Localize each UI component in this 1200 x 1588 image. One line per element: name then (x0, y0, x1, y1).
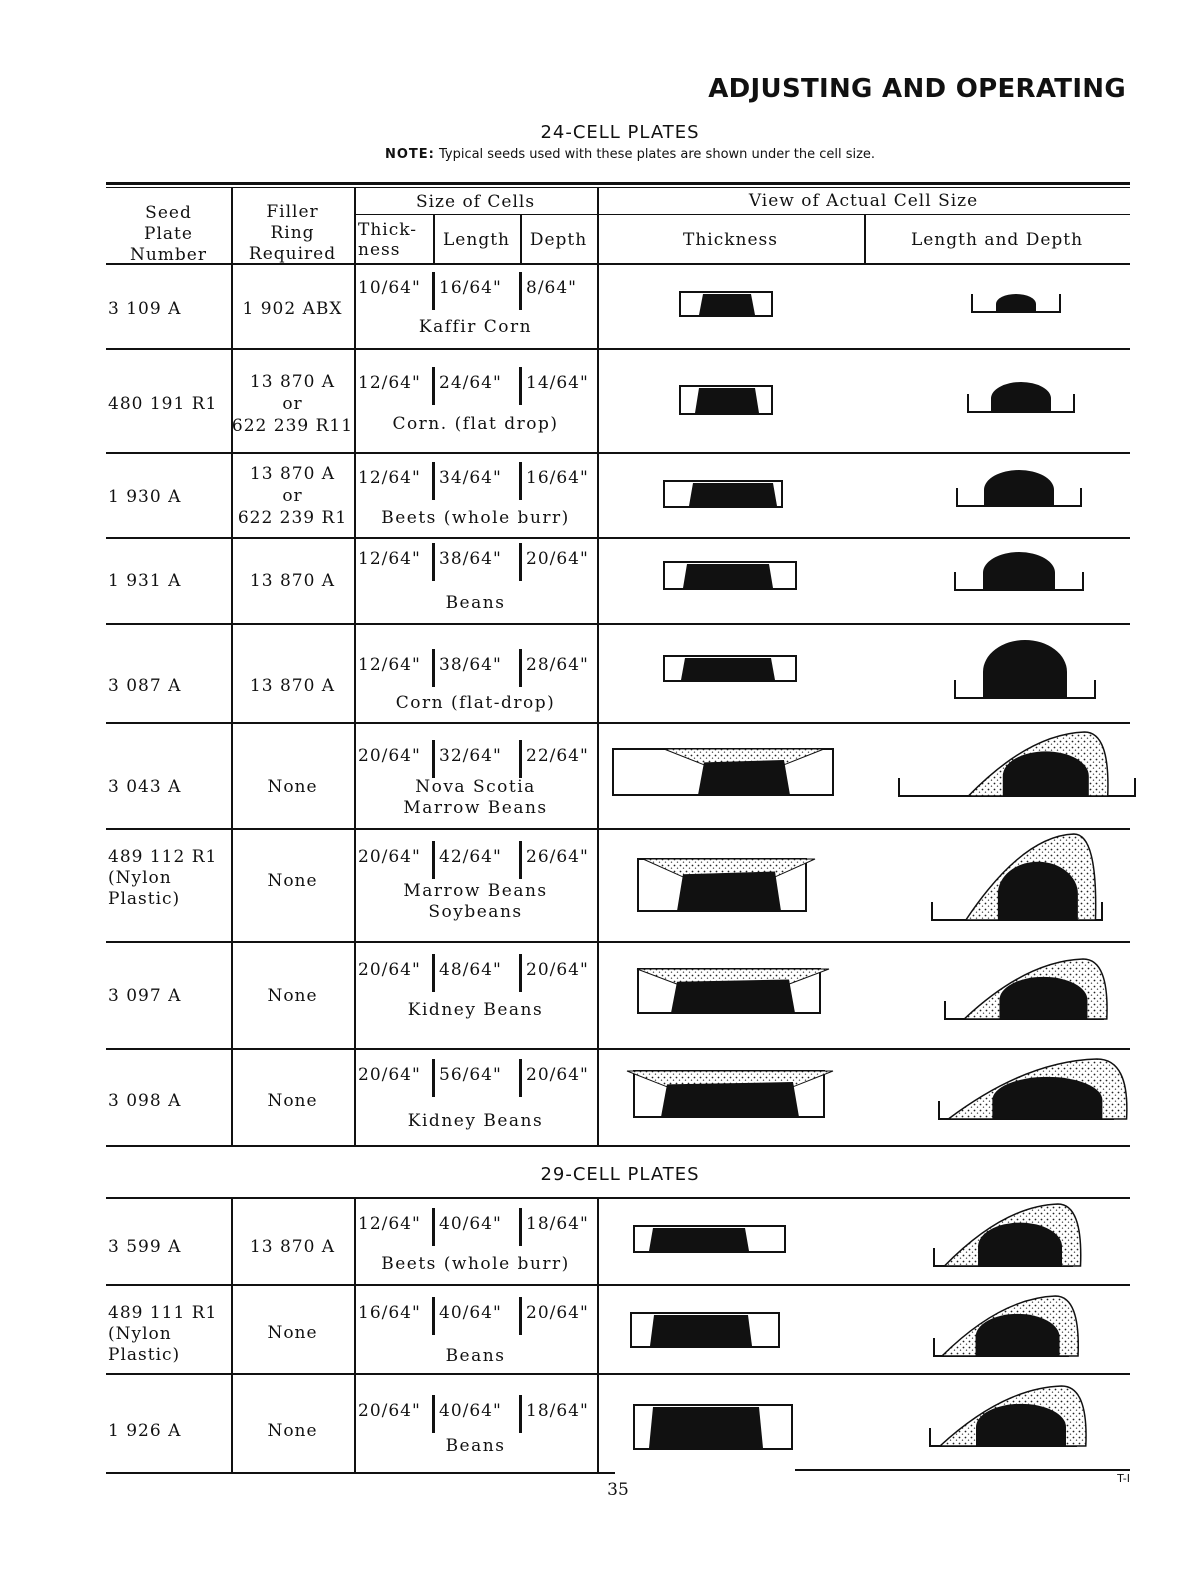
cell-length-depth-view (937, 1055, 1115, 1123)
column-divider (597, 1197, 599, 1284)
header-seed-plate: Number (129, 245, 207, 265)
cell-length-depth-view (966, 378, 1076, 416)
seed-plate-number: 3 043 A (108, 777, 182, 797)
cell-length-depth-view (897, 728, 1137, 800)
column-divider (597, 452, 599, 537)
filler-ring: 13 870 A (249, 571, 336, 591)
filler-ring: 13 870 A (249, 464, 336, 484)
dimension-separator (432, 841, 435, 879)
filler-ring: 1 902 ABX (242, 299, 343, 319)
dimension-separator (519, 367, 522, 405)
cell-length: 40/64" (439, 1303, 502, 1323)
seed-plate-number: (Nylon (108, 868, 172, 888)
cell-thickness-view (630, 1312, 780, 1348)
typical-seed: Beets (whole burr) (381, 1254, 570, 1274)
cell-length: 16/64" (439, 278, 502, 298)
cell-length: 42/64" (439, 847, 502, 867)
table-rule (106, 537, 1130, 539)
dimension-separator (519, 740, 522, 778)
cell-length: 32/64" (439, 746, 502, 766)
header-filler-ring: Required (248, 244, 337, 264)
header-seed-plate: Plate (144, 224, 193, 244)
seed-plate-number: 3 087 A (108, 676, 182, 696)
typical-seed: Marrow Beans (403, 881, 548, 901)
header-view-thickness: Thickness (682, 230, 778, 250)
cell-thickness-view (612, 748, 834, 796)
filler-ring: 622 239 R1 (237, 508, 348, 528)
table-rule (106, 1373, 1130, 1375)
cell-thickness-view (679, 385, 773, 415)
dimension-separator (519, 462, 522, 500)
dimension-separator (432, 1297, 435, 1335)
seed-plate-number: 480 191 R1 (108, 394, 218, 414)
header-view-length-depth: Length and Depth (910, 230, 1084, 250)
header-filler-ring: Filler (266, 202, 319, 222)
dimension-separator (519, 1208, 522, 1246)
dimension-separator (519, 1297, 522, 1335)
cell-length-depth-view (953, 636, 1097, 702)
column-divider (597, 1284, 599, 1373)
dimension-separator (519, 954, 522, 992)
dimension-separator (432, 462, 435, 500)
cell-depth: 18/64" (526, 1214, 589, 1234)
cell-thickness: 20/64" (358, 847, 421, 867)
table-rule (106, 1284, 1130, 1286)
dimension-separator (519, 841, 522, 879)
seed-plate-number: 3 097 A (108, 986, 182, 1006)
filler-ring: None (267, 986, 318, 1006)
header-thickness: ness (358, 240, 401, 260)
section-title-24-cell: 24-CELL PLATES (540, 122, 700, 143)
cell-length-depth-view (955, 466, 1083, 510)
filler-ring: 13 870 A (249, 1237, 336, 1257)
table-rule (106, 1197, 1130, 1199)
cell-thickness: 16/64" (358, 1303, 421, 1323)
column-divider (231, 722, 233, 828)
cell-length: 48/64" (439, 960, 502, 980)
column-divider (597, 263, 599, 348)
header-filler-ring: Ring (270, 223, 315, 243)
cell-thickness-view (633, 1070, 825, 1118)
typical-seed: Kidney Beans (407, 1000, 544, 1020)
column-divider (354, 348, 356, 452)
cell-length-depth-view (953, 548, 1085, 594)
cell-length: 56/64" (439, 1065, 502, 1085)
note (0, 147, 1200, 162)
table-rule (354, 214, 1130, 215)
filler-ring: 622 239 R11 (231, 416, 354, 436)
cell-thickness: 20/64" (358, 960, 421, 980)
cell-length-depth-view (932, 1292, 1070, 1360)
header-view-actual-cell-size: View of Actual Cell Size (748, 191, 979, 211)
cell-length-depth-view (932, 1200, 1074, 1270)
column-divider (597, 1373, 599, 1472)
dimension-separator (432, 272, 435, 310)
typical-seed: Kaffir Corn (418, 317, 533, 337)
table-rule (106, 1048, 1130, 1050)
column-divider (597, 941, 599, 1048)
column-divider (597, 623, 599, 722)
column-divider (231, 623, 233, 722)
cell-length-depth-view (928, 1382, 1078, 1450)
dimension-separator (432, 1059, 435, 1097)
dimension-separator (432, 954, 435, 992)
table-rule (106, 348, 1130, 350)
dimension-separator (432, 1395, 435, 1433)
cell-thickness: 12/64" (358, 549, 421, 569)
seed-plate-number: 1 926 A (108, 1421, 182, 1441)
dimension-separator (519, 1059, 522, 1097)
typical-seed: Corn (flat-drop) (395, 693, 556, 713)
cell-depth: 22/64" (526, 746, 589, 766)
cell-thickness-view (637, 968, 821, 1014)
filler-ring: or (282, 394, 303, 414)
table-rule (106, 1145, 1130, 1147)
seed-plate-number: 489 111 R1 (108, 1303, 218, 1323)
cell-depth: 8/64" (526, 278, 577, 298)
cell-depth: 18/64" (526, 1401, 589, 1421)
typical-seed: Beans (445, 593, 506, 613)
table-rule (106, 722, 1130, 724)
cell-thickness: 12/64" (358, 1214, 421, 1234)
filler-ring: None (267, 871, 318, 891)
seed-plate-number: 3 109 A (108, 299, 182, 319)
cell-thickness-view (633, 1404, 793, 1450)
dimension-separator (432, 740, 435, 778)
typical-seed: Nova Scotia (415, 777, 536, 797)
cell-length: 40/64" (439, 1214, 502, 1234)
typical-seed: Beans (445, 1346, 506, 1366)
header-depth: Depth (529, 230, 588, 250)
cell-thickness: 12/64" (358, 468, 421, 488)
filler-ring: or (282, 486, 303, 506)
cell-depth: 16/64" (526, 468, 589, 488)
filler-ring: 13 870 A (249, 676, 336, 696)
cell-depth: 14/64" (526, 373, 589, 393)
seed-plate-number: 1 930 A (108, 487, 182, 507)
cell-thickness-view (663, 480, 783, 508)
table-rule (106, 452, 1130, 454)
column-divider (597, 1048, 599, 1145)
header-length: Length (443, 230, 510, 250)
cell-depth: 26/64" (526, 847, 589, 867)
table-rule (106, 187, 1130, 188)
column-divider (597, 722, 599, 828)
cell-length: 38/64" (439, 549, 502, 569)
seed-plate-number: 1 931 A (108, 571, 182, 591)
table-rule (106, 182, 1130, 185)
cell-depth: 20/64" (526, 549, 589, 569)
seed-plate-number: (Nylon (108, 1324, 172, 1344)
cell-thickness-view (679, 291, 773, 317)
table-rule (106, 623, 1130, 625)
filler-ring: None (267, 1091, 318, 1111)
cell-length-depth-view (970, 290, 1062, 316)
dimension-separator (519, 649, 522, 687)
cell-length: 24/64" (439, 373, 502, 393)
cell-thickness-view (663, 655, 797, 682)
header-size-of-cells: Size of Cells (415, 192, 536, 212)
cell-thickness: 10/64" (358, 278, 421, 298)
dimension-separator (432, 1208, 435, 1246)
filler-ring: None (267, 777, 318, 797)
cell-depth: 20/64" (526, 960, 589, 980)
section-header: ADJUSTING AND OPERATING (708, 74, 1126, 104)
typical-seed: Soybeans (428, 902, 523, 922)
filler-ring: None (267, 1323, 318, 1343)
seed-plate-number: Plastic) (108, 1345, 181, 1365)
cell-depth: 20/64" (526, 1065, 589, 1085)
cell-length: 40/64" (439, 1401, 502, 1421)
seed-plate-number: 489 112 R1 (108, 847, 218, 867)
column-divider (354, 941, 356, 1048)
cell-thickness-view (633, 1225, 786, 1253)
cell-length-depth-view (943, 955, 1105, 1023)
cell-depth: 28/64" (526, 655, 589, 675)
cell-depth: 20/64" (526, 1303, 589, 1323)
seed-plate-number: 3 599 A (108, 1237, 182, 1257)
cell-thickness: 12/64" (358, 373, 421, 393)
filler-ring: 13 870 A (249, 372, 336, 392)
dimension-separator (432, 367, 435, 405)
cell-thickness: 20/64" (358, 1401, 421, 1421)
note-text: Typical seeds used with these plates are shown under the cell size. (438, 147, 876, 162)
cell-thickness: 20/64" (358, 1065, 421, 1085)
typical-seed: Beets (whole burr) (381, 508, 570, 528)
column-divider (597, 828, 599, 941)
column-divider (597, 348, 599, 452)
table-rule (795, 1469, 1130, 1471)
seed-plate-number: Plastic) (108, 889, 181, 909)
dimension-separator (519, 272, 522, 310)
cell-thickness: 12/64" (358, 655, 421, 675)
cell-thickness-view (637, 858, 807, 912)
cell-length: 38/64" (439, 655, 502, 675)
typical-seed: Corn. (flat drop) (392, 414, 559, 434)
seed-plate-number: 3 098 A (108, 1091, 182, 1111)
cell-thickness-view (663, 561, 797, 590)
dimension-separator (432, 649, 435, 687)
section-title-29-cell: 29-CELL PLATES (540, 1164, 700, 1185)
footer-code: T-I (1117, 1472, 1130, 1485)
column-divider (354, 1373, 356, 1472)
dimension-separator (519, 543, 522, 581)
page-number: 35 (607, 1480, 629, 1500)
column-divider (597, 537, 599, 623)
table-rule (106, 1472, 615, 1474)
header-thickness: Thick- (358, 220, 417, 240)
cell-length: 34/64" (439, 468, 502, 488)
dimension-separator (432, 543, 435, 581)
typical-seed: Beans (445, 1436, 506, 1456)
header-seed-plate: Seed (145, 203, 192, 223)
cell-thickness: 20/64" (358, 746, 421, 766)
cell-length-depth-view (930, 830, 1104, 924)
typical-seed: Kidney Beans (407, 1111, 544, 1131)
typical-seed: Marrow Beans (403, 798, 548, 818)
note-label: NOTE: (384, 147, 435, 162)
filler-ring: None (267, 1421, 318, 1441)
table-rule (106, 941, 1130, 943)
dimension-separator (519, 1395, 522, 1433)
